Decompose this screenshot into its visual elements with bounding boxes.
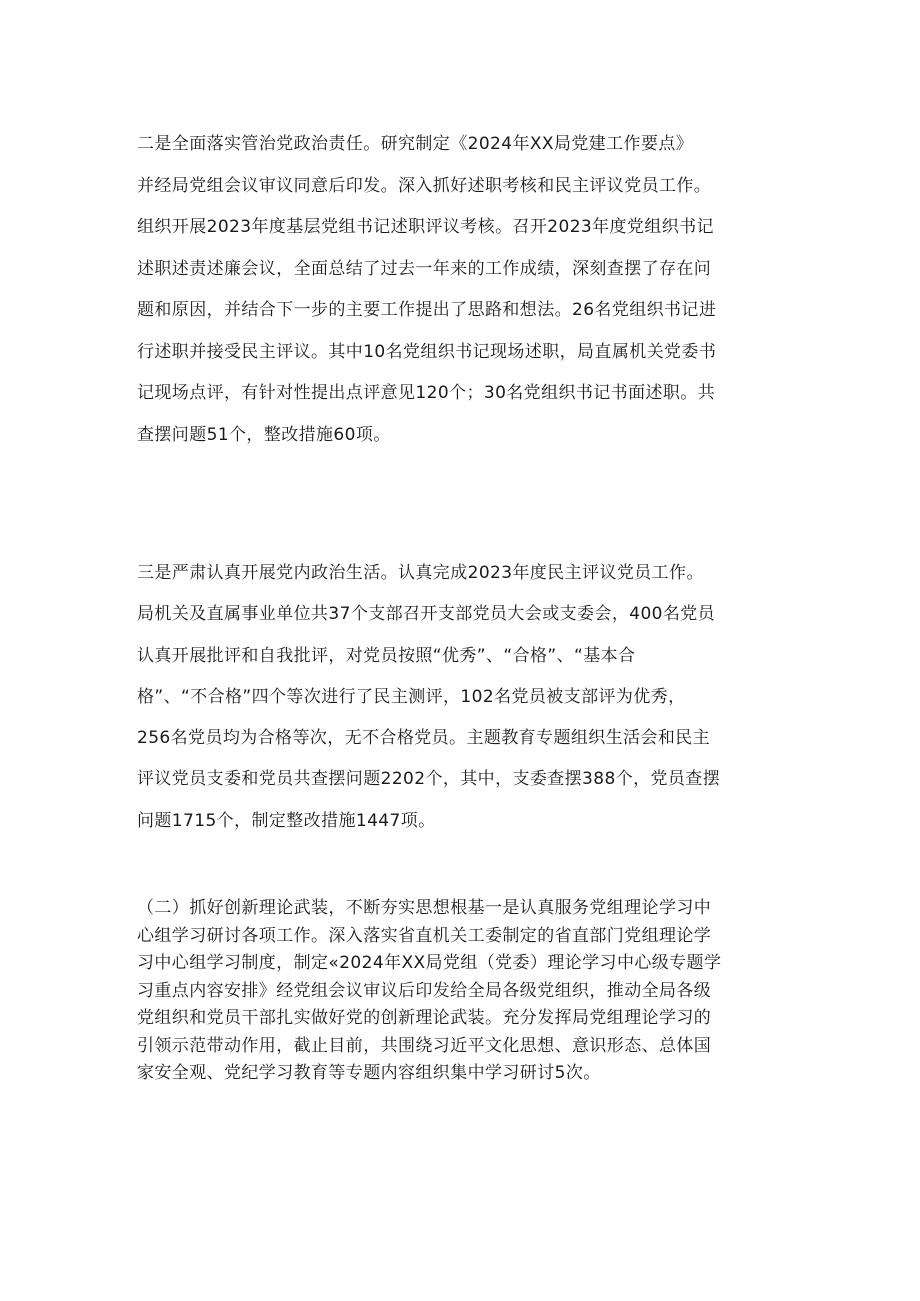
text-line: 组织开展2023年度基层党组书记述职评议考核。召开2023年度党组织书记	[137, 217, 714, 237]
text-line: 引领示范带动作用，截止目前，共围绕习近平文化思想、意识形态、总体国	[137, 1035, 712, 1056]
text-line: 评议党员支委和党员共查摆问题2202个，其中，支委查摆388个，党员查摆	[137, 769, 721, 790]
text-line: 述职述责述廉会议，全面总结了过去一年来的工作成绩，深刻查摆了存在问	[137, 258, 712, 279]
text-line: 心组学习研讨各项工作。深入落实省直机关工委制定的省直部门党组理论学	[137, 925, 712, 946]
text-line: 三是严肃认真开展党内政治生活。认真完成2023年度民主评议党员工作。	[137, 563, 704, 583]
text-line: 习中心组学习制度，制定«2024年XX局党组（党委）理论学习中心级专题学	[137, 953, 722, 973]
text-line: 问题1715个，制定整改措施1447项。	[137, 810, 436, 831]
text-line: 认真开展批评和自我批评，对党员按照“优秀”、“合格”、“基本合	[137, 645, 636, 666]
text-line: 局机关及直属事业单位共37个支部召开支部党员大会或支委会，400名党员	[137, 604, 716, 625]
text-line: （二）抓好创新理论武装，不断夯实思想根基一是认真服务党组理论学习中	[137, 898, 712, 918]
text-line: 查摆问题51个，整改措施60项。	[137, 424, 391, 445]
paragraph-theory-study	[137, 895, 787, 1088]
text-line: 格”、“不合格”四个等次进行了民主测评，102名党员被支部评为优秀，	[137, 686, 686, 707]
text-line: 党组织和党员干部扎实做好党的创新理论武装。充分发挥局党组理论学习的	[137, 1008, 712, 1028]
text-line: 二是全面落实管治党政治责任。研究制定《2024年XX局党建工作要点》	[137, 134, 694, 154]
text-line: 习重点内容安排》经党组会议审议后印发给全局各级党组织，推动全局各级	[137, 980, 712, 1001]
paragraph-responsibility	[137, 124, 787, 456]
paragraph-political-life	[137, 553, 787, 842]
text-line: 记现场点评，有针对性提出点评意见120个；30名党组织书记书面述职。共	[137, 383, 716, 403]
text-line: 行述职并接受民主评议。其中10名党组织书记现场述职，局直属机关党委书	[137, 341, 717, 362]
text-line: 家安全观、党纪学习教育等专题内容组织集中学习研讨5次。	[137, 1063, 601, 1083]
text-line: 256名党员均为合格等次，无不合格党员。主题教育专题组织生活会和民主	[137, 728, 711, 749]
text-line: 并经局党组会议审议同意后印发。深入抓好述职考核和民主评议党员工作。	[137, 175, 712, 196]
text-line: 题和原因，并结合下一步的主要工作提出了思路和想法。26名党组织书记进	[137, 300, 717, 320]
